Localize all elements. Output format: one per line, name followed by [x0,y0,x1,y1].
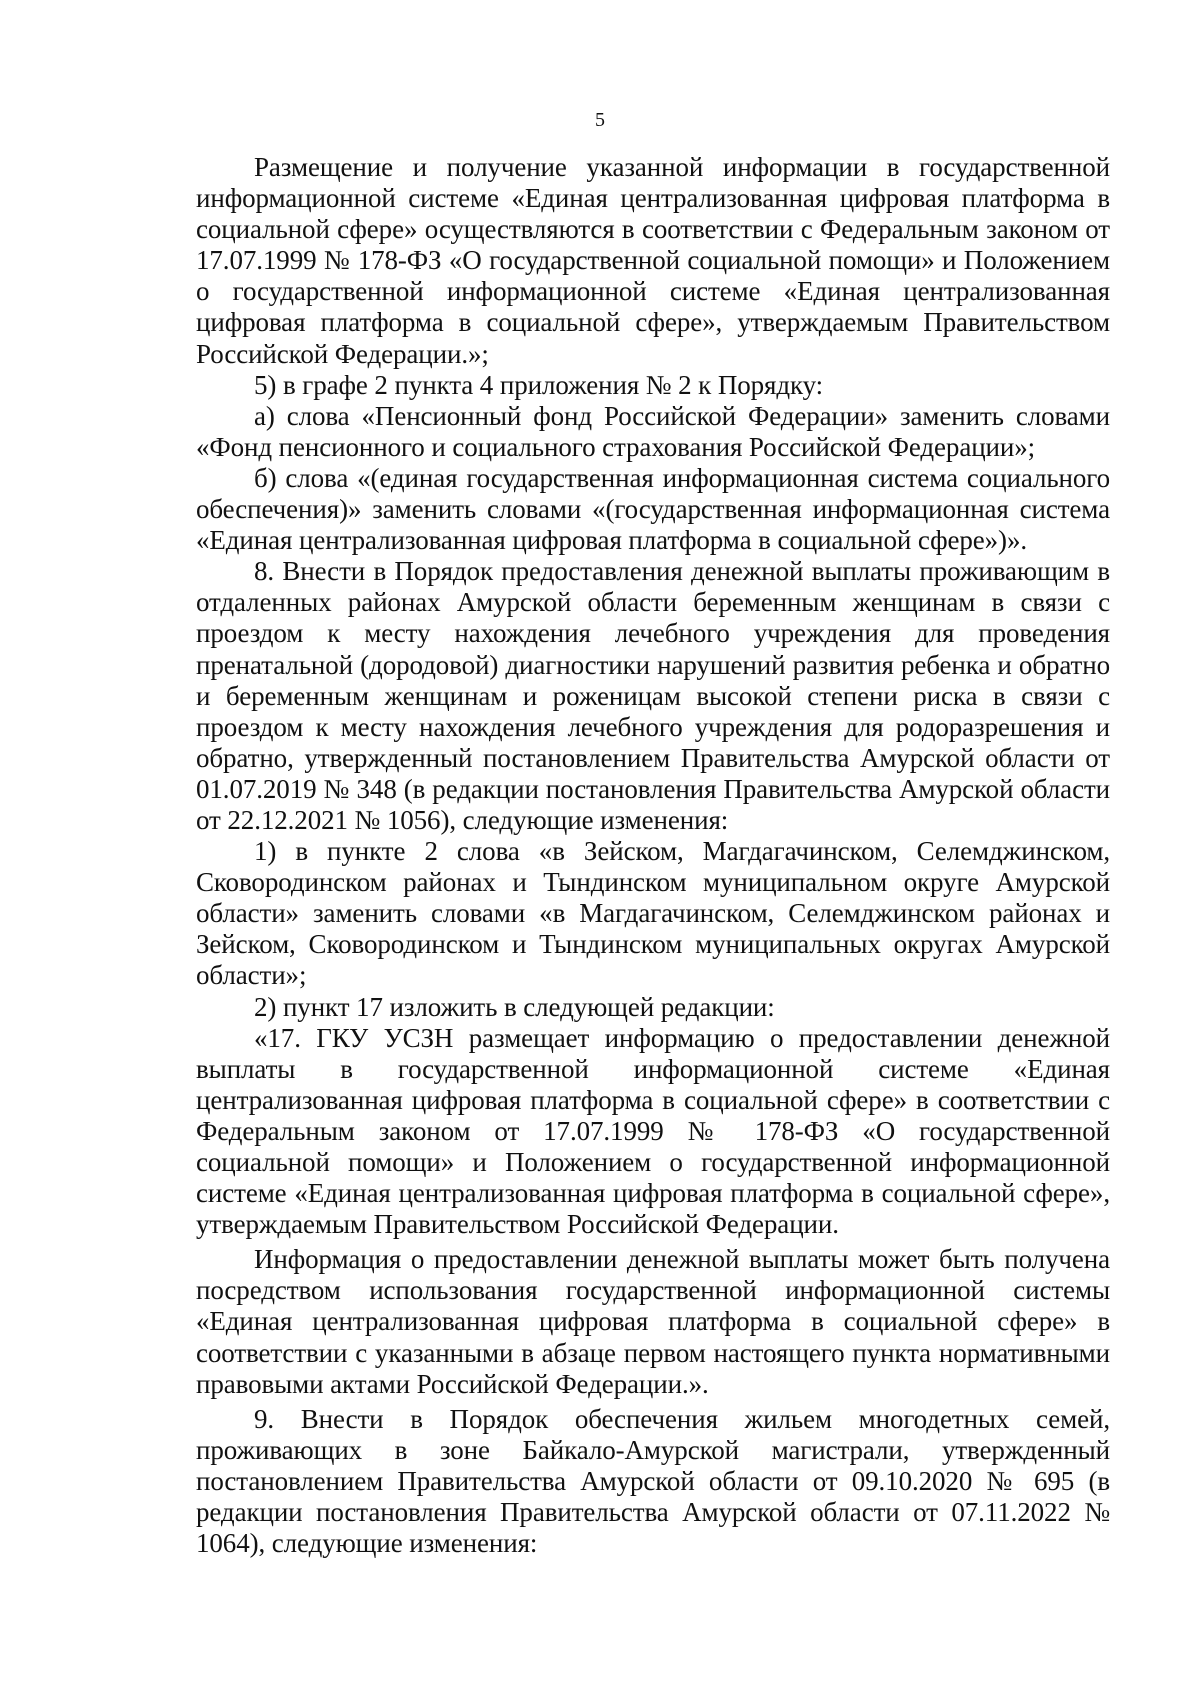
paragraph-info-access: Информация о предоставлении денежной выплаты может быть получена посредством использования государственной информационной системы «Единая централизованная цифровая платформа в социальной сфере» в соответствии с указанными в абзаце первом настоящего пункта нормативными правовыми актами Российской Федерации.». [196,1244,1110,1399]
document-body [196,152,1110,1559]
paragraph-subitem-a: а) слова «Пенсионный фонд Российской Федерации» заменить словами «Фонд пенсионного и социального страхования Российской Федерации»; [196,400,1110,462]
paragraph-item-5: 5) в графе 2 пункта 4 приложения № 2 к Порядку: [254,369,824,400]
paragraph-point-17: «17. ГКУ УСЗН размещает информацию о предоставлении денежной выплаты в государственной информационной системе «Единая централизованная цифровая платформа в социальной сфере» в соответствии с Федеральным законом от 17.07.1999 № 178-ФЗ «О государственной социальной помощи» и Положением о государственной информационной системе «Единая централизованная цифровая платформа в социальной сфере», утверждаемым Правительством Российской Федерации. [196,1022,1110,1240]
paragraph-info-placement: Размещение и получение указанной информации в государственной информационной системе «Единая централизованная цифровая платформа в социальной сфере» осуществляются в соответствии с Федеральным законом от 17.07.1999 № 178-ФЗ «О государственной социальной помощи» и Положением о государственной информационной системе «Единая централизованная цифровая платформа в социальной сфере», утверждаемым Правительством Российской Федерации.»; [196,152,1110,369]
paragraph-item-2: 2) пункт 17 изложить в следующей редакции: [254,991,775,1022]
paragraph-section-9: 9. Внести в Порядок обеспечения жильем многодетных семей, проживающих в зоне Байкало-Амурской магистрали, утвержденный постановлением Правительства Амурской области от 09.10.2020 № 695 (в редакции постановления Правительства Амурской области от 07.11.2022 № 1064), следующие изменения: [196,1403,1110,1559]
paragraph-section-8: 8. Внести в Порядок предоставления денежной выплаты проживающим в отдаленных районах Амурской области беременным женщинам в связи с проездом к месту нахождения лечебного учреждения для проведения пренатальной (дородовой) диагностики нарушений развития ребенка и обратно и беременным женщинам и роженицам высокой степени риска в связи с проездом к месту нахождения лечебного учреждения для родоразрешения и обратно, утвержденный постановлением Правительства Амурской области от 01.07.2019 № 348 (в редакции постановления Правительства Амурской области от 22.12.2021 № 1056), следующие изменения: [196,556,1110,835]
paragraph-item-1: 1) в пункте 2 слова «в Зейском, Магдагачинском, Селемджинском, Сковородинском районах и Тындинском муниципальном округе Амурской области» заменить словами «в Магдагачинском, Селемджинском районах и Зейском, Сковородинском и Тындинском муниципальных округах Амурской области»; [196,836,1110,991]
page-number: 5 [595,109,605,131]
paragraph-subitem-b: б) слова «(единая государственная информационная система социального обеспечения)» заменить словами «(государственная информационная система «Единая централизованная цифровая платформа в социальной сфере»)». [196,462,1110,556]
